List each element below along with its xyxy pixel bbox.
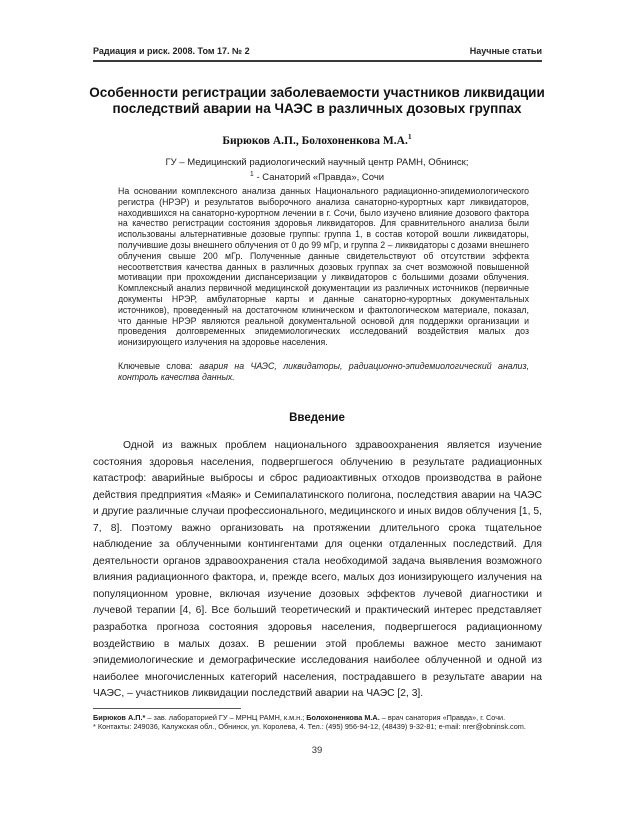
footnote-author1-name: Бирюков А.П.* (93, 713, 146, 722)
introduction-paragraph: Одной из важных проблем национального здравоохранения является изучение состояния здоровья населения, подвергшегося облучению в результате радиационных катастроф: аварийные выбросы и сброс радиоактивных отходов производства в районе действия предприятия «Маяк» и Семипалатинского полигона, последствия аварии на ЧАЭС и другие различные случаи профессионального, медицинского и иных видов облучения [1, 5, 7, 8]. Поэтому важно организовать на протяжении длительного срока тщательное наблюдение за облученными контингентами для оценки отдаленных последствий. Для деятельности органов здравоохранения стала необходимой задача выявления возможного влияния радиационного фактора, и, прежде всего, малых доз ионизирующего излучения на популяционном уровне, включая изучение дозовых эффектов лучевой диагностики и лучевой терапии [4, 6]. Все больший теоретический и практический интерес представляет разработка прогноза состояния здоровья населения, подвергшегося радиационному воздействию в малых дозах. В решении этой проблемы важное место занимают эпидемиологические и демографические исследования наиболее облученной и одной из наиболее многочисленных категорий населения, пострадавшего в результате аварии на ЧАЭС, – участников ликвидации последствий аварии на ЧАЭС [2, 3]. (93, 440, 542, 700)
running-header (93, 46, 542, 56)
page-number: 39 (311, 745, 323, 756)
keywords-line (118, 361, 529, 383)
section-heading-introduction: Введение (289, 412, 345, 424)
footnote-block (93, 708, 542, 732)
abstract-paragraph: На основании комплексного анализа данных Национального радиационно-эпидемиологического регистра (НРЭР) и результатов выборочного анализа санаторно-курортных карт ликвидаторов, находившихся на санаторно-курортном лечении в г. Сочи, было изучено влияние дозового фактора на качество регистрации состояния здоровья ликвидаторов. Для сравнительного анализа были использованы альтернативные дозовые группы: группа 1, в состав которой вошли ликвидаторы, получившие дозы внешнего облучения от 0 до 99 мГр, и группа 2 – ликвидаторы с дозами внешнего облучения свыше 200 мГр. Полученные данные свидетельствуют об отсутствии эффекта несоответствия качества данных в различных дозовых группах за счет возможной повышенной мотивации при прохождении диспансеризации у ликвидаторов с большими дозами облучения. Комплексный анализ первичной медицинской документации из различных источников (первичные документы НРЭР, амбулаторные карты и данные санаторно-курортных документальных источников), проведенный на достаточном клиническом и фактологическом материале, показал, что данные НРЭР являются реальной документальной основой для поддержки организации и проведения долговременных эпидемиологических исследований воздействия малых доз ионизирующего излучения на здоровье населения. (118, 186, 529, 348)
keywords-list: авария на ЧАЭС, ликвидаторы, радиационно-эпидемиологический анализ, контроль качества данных. (118, 361, 529, 382)
footnote-author2-name: Болохоненкова М.А. (306, 713, 380, 722)
authors-line (77, 132, 557, 147)
section-label: Научные статьи (469, 46, 542, 56)
affiliation-line-2: $^1$ - Санаторий «Правда», Сочи (249, 170, 385, 183)
footnote-contacts-line: * Контакты: 249036, Калужская обл., Обнинск, ул. Королева, 4. Тел.: (495) 956-94-12, (48439) 9-32-81; e-mail: nrer@obninsk.com. (93, 722, 526, 732)
journal-issue-label: Радиация и риск. 2008. Том 17. № 2 (93, 46, 250, 56)
footnote-authors-line: Бирюков А.П.* – зав. лабораторией ГУ – МРНЦ РАМН, к.м.н.; Болохоненкова М.А. – врач санатория «Правда», г. Сочи. (93, 713, 506, 722)
footnote-divider (93, 708, 241, 709)
affiliation-marker: 1 (249, 170, 254, 178)
keywords-label: Ключевые слова: (118, 361, 200, 371)
affiliation-block (77, 157, 557, 183)
affiliation-line-1: ГУ – Медицинский радиологический научный центр РАМН, Обнинск; (165, 157, 469, 168)
article-title: Особенности регистрации заболеваемости участников ликвидации последствий аварии на ЧАЭС в различных дозовых группах (89, 85, 545, 116)
header-divider (93, 60, 542, 62)
authors-names: Бирюков А.П., Болохоненкова М.А. (222, 134, 408, 147)
authors-affiliation-marker: 1 (407, 132, 412, 141)
